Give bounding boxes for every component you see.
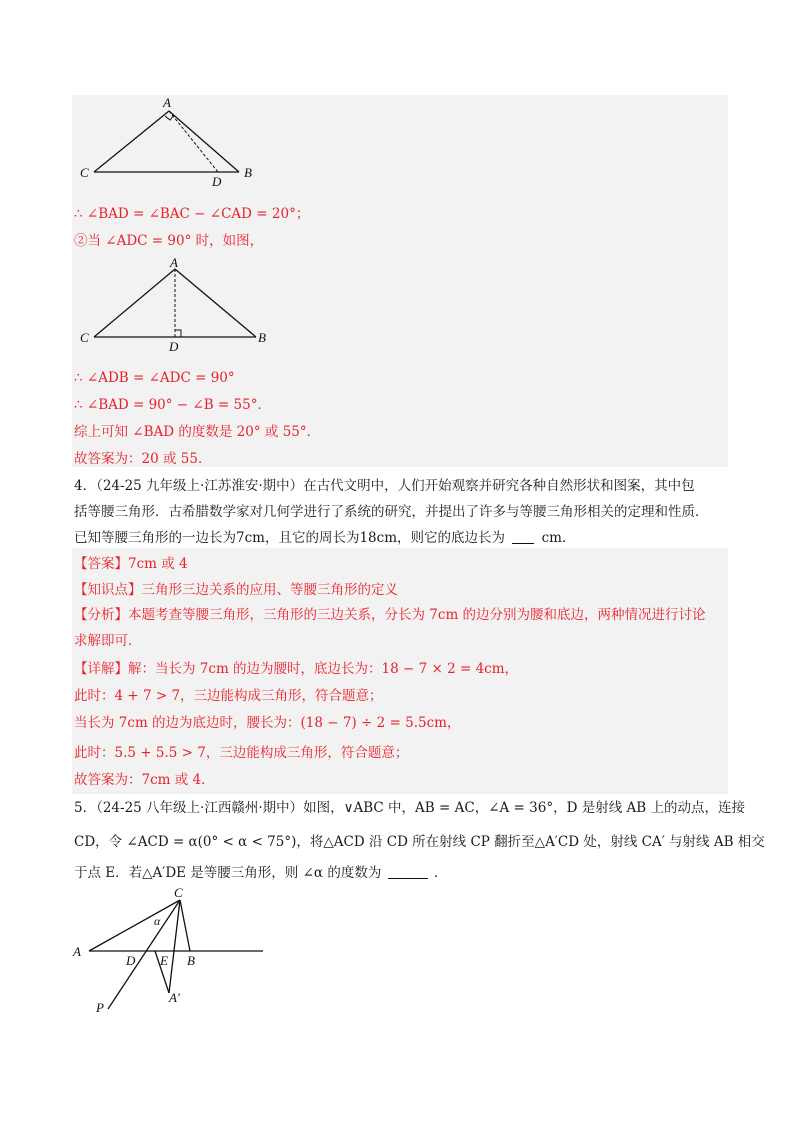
q4-line1: 4．（24-25 九年级上·江苏淮安·期中）在古代文明中，人们开始观察并研究各种自然形状和图案，其中包: [74, 478, 695, 494]
a4-answer-text: 7cm 或 4: [128, 556, 188, 572]
fig3-label-alpha: α: [154, 914, 161, 928]
sol3-line2: ②当 ∠ADC = 90° 时，如图，: [74, 233, 264, 249]
a4-answer: [74, 554, 726, 574]
fig1-label-a: A: [163, 95, 171, 110]
fig3-label-a-prime: A′: [169, 990, 180, 1005]
q5-line3: [74, 863, 726, 883]
q4-line3-unit: cm．: [541, 530, 576, 546]
q5-answer-blank: [388, 864, 428, 879]
a4-detail: [74, 659, 726, 679]
q4-line2: 括等腰三角形．古希腊数学家对几何学进行了系统的研究，并提出了许多与等腰三角形相关的定理和性质．: [74, 504, 709, 520]
fig2-label-c: C: [80, 330, 89, 345]
a4-analysis-cont: 求解即可．: [74, 633, 142, 649]
a4-analysis-text: 本题考查等腰三角形，三角形的三边关系，分长为 7cm 的边分别为腰和底边，两种情况进行讨论: [128, 607, 706, 623]
fig1-label-d: D: [212, 174, 222, 189]
fig2-label-a: A: [170, 255, 178, 270]
triangle-figure-2: [74, 255, 274, 355]
a4-detail4: 此时：5.5 + 5.5 > 7，三边能构成三角形，符合题意；: [74, 745, 409, 761]
fig2-label-b: B: [258, 330, 266, 345]
fig3-label-b: B: [187, 953, 195, 968]
a4-detail-tag: 【详解】: [74, 661, 128, 677]
fig3-label-d: D: [126, 953, 136, 968]
q4-line3: [74, 528, 726, 548]
a4-detail-text: 解：当长为 7cm 的边为腰时，底边长为：18 − 7 × 2 = 4cm，: [128, 661, 519, 677]
sol3-line4: ∴ ∠BAD = 90° − ∠B = 55°．: [74, 397, 271, 413]
fig2-label-d: D: [169, 339, 179, 354]
q5-line2: CD，令 ∠ACD = α(0° < α < 75°)，将△ACD 沿 CD 所在射线 CP 翻折至△A′CD 处，射线 CA′ 与射线 AB 相交: [74, 834, 765, 850]
fig3-label-p: P: [96, 1000, 104, 1015]
a4-detail3: 当长为 7cm 的边为底边时，腰长为：(18 − 7) ÷ 2 = 5.5cm，: [74, 715, 461, 731]
a4-analysis-tag: 【分析】: [74, 607, 128, 623]
a4-detail5: 故答案为：7cm 或 4．: [74, 772, 215, 788]
q4-answer-blank: [512, 529, 534, 544]
fig1-label-c: C: [80, 165, 89, 180]
a4-knowledge-tag: 【知识点】: [74, 582, 142, 598]
fig1-label-b: B: [244, 165, 252, 180]
a4-analysis: [74, 605, 726, 625]
sol3-line6: 故答案为：20 或 55．: [74, 451, 212, 467]
q4-line3-text: 已知等腰三角形的一边长为7cm，且它的周长为18cm，则它的底边长为: [74, 530, 505, 546]
q5-line1: 5．（24-25 八年级上·江西赣州·期中）如图，∨ABC 中，AB = AC，∠A = 36°，D 是射线 AB 上的动点，连接: [74, 800, 745, 816]
fig3-label-c: C: [174, 885, 183, 900]
fold-figure-q5: [70, 885, 280, 1020]
a4-detail2: 此时：4 + 7 > 7，三边能构成三角形，符合题意；: [74, 688, 383, 704]
sol3-line1: ∴ ∠BAD = ∠BAC − ∠CAD = 20°；: [74, 206, 310, 222]
fig3-label-e: E: [160, 953, 168, 968]
triangle-figure-1: [74, 95, 274, 190]
a4-knowledge: [74, 580, 726, 600]
q5-line3-text: 于点 E．若△A′DE 是等腰三角形，则 ∠α 的度数为: [74, 865, 382, 881]
sol3-line3: ∴ ∠ADB = ∠ADC = 90°: [74, 370, 235, 386]
a4-answer-tag: 【答案】: [74, 556, 128, 572]
a4-knowledge-text: 三角形三边关系的应用、等腰三角形的定义: [141, 582, 398, 598]
fig3-label-a: A: [73, 944, 81, 959]
q5-line3-end: ．: [433, 865, 448, 881]
sol3-line5: 综上可知 ∠BAD 的度数是 20° 或 55°．: [74, 424, 321, 440]
